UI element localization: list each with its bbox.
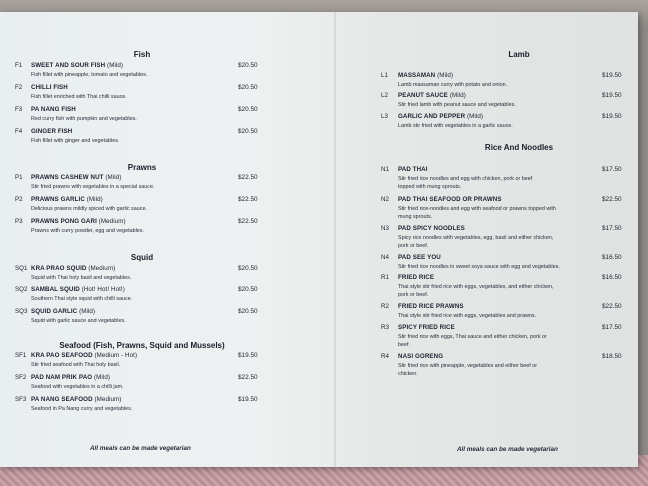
item-spice-level: (Mild) bbox=[466, 113, 484, 120]
item-price: $22.50 bbox=[238, 218, 258, 225]
item-price: $17.50 bbox=[602, 166, 622, 173]
section-title: Lamb bbox=[508, 50, 530, 59]
item-name: PRAWNS PONG GARI (Medium) bbox=[31, 218, 126, 225]
item-name: PAD THAI SEAFOOD OR PRAWNS bbox=[398, 196, 502, 203]
item-description: pork or beef. bbox=[398, 292, 429, 298]
item-description: Stir fried rice noodles and egg with chicken, pork or beef bbox=[398, 176, 533, 182]
item-name: MASSAMAN (Mild) bbox=[398, 72, 454, 79]
item-code: P1 bbox=[15, 174, 23, 181]
item-name: GARLIC AND PEPPER (Mild) bbox=[398, 113, 484, 120]
item-code: SF1 bbox=[15, 352, 27, 359]
item-name: SQUID GARLIC (Mild) bbox=[31, 308, 96, 315]
item-spice-level: (Medium - Hot) bbox=[94, 352, 138, 359]
item-price: $20.50 bbox=[238, 286, 258, 293]
item-name: PAD NAM PRIK PAO (Mild) bbox=[31, 374, 111, 381]
item-spice-level: (Hot! Hot! Hot!) bbox=[81, 286, 125, 293]
item-spice-level: (Mild) bbox=[107, 62, 124, 69]
item-description: Red curry fish with pumpkin and vegetables. bbox=[31, 116, 137, 122]
item-name: PEANUT SAUCE (Mild) bbox=[398, 92, 466, 99]
item-price: $17.50 bbox=[602, 225, 622, 232]
item-description: Squid with Thai holy basil and vegetables. bbox=[31, 275, 132, 281]
item-spice-level: (Medium) bbox=[94, 396, 122, 403]
item-code: F2 bbox=[15, 84, 23, 91]
left-footer-note: All meals can be made vegetarian bbox=[90, 445, 191, 452]
item-price: $20.50 bbox=[238, 308, 258, 315]
item-description: pork or beef. bbox=[398, 243, 429, 249]
item-name: FRIED RICE bbox=[398, 274, 435, 281]
item-price: $19.50 bbox=[602, 92, 622, 99]
item-name: SWEET AND SOUR FISH (Mild) bbox=[31, 62, 124, 69]
item-spice-level: (Mild) bbox=[449, 92, 466, 99]
item-code: N1 bbox=[381, 166, 389, 173]
item-description: Lamb massaman curry with potato and onion. bbox=[398, 82, 508, 88]
item-code: L1 bbox=[381, 72, 388, 79]
item-code: F1 bbox=[15, 62, 23, 69]
item-description: Stir fried prawns with vegetables in a special sauce. bbox=[31, 184, 155, 190]
item-price: $16.50 bbox=[602, 274, 622, 281]
item-price: $20.50 bbox=[238, 265, 258, 272]
item-description: mung sprouts. bbox=[398, 214, 433, 220]
item-description: Fish fillet with ginger and vegetables. bbox=[31, 138, 120, 144]
item-description: topped with mung sprouts. bbox=[398, 184, 462, 190]
item-price: $20.50 bbox=[238, 128, 258, 135]
item-name: PAD THAI bbox=[398, 166, 428, 173]
item-name: KRA PRAO SQUID (Medium) bbox=[31, 265, 116, 272]
item-name: PRAWNS GARLIC (Mild) bbox=[31, 196, 103, 203]
item-description: Squid with garlic sauce and vegetables. bbox=[31, 318, 126, 324]
item-name: KRA PAO SEAFOOD (Medium - Hot) bbox=[31, 352, 138, 359]
item-spice-level: (Mild) bbox=[86, 196, 103, 203]
item-spice-level: (Mild) bbox=[94, 374, 111, 381]
item-code: F3 bbox=[15, 106, 23, 113]
item-code: SF2 bbox=[15, 374, 27, 381]
item-name: SAMBAL SQUID (Hot! Hot! Hot!) bbox=[31, 286, 125, 293]
item-code: R3 bbox=[381, 324, 389, 331]
item-price: $20.50 bbox=[238, 62, 258, 69]
item-name: CHILLI FISH bbox=[31, 84, 68, 91]
item-price: $20.50 bbox=[238, 106, 258, 113]
item-price: $17.50 bbox=[602, 324, 622, 331]
item-price: $22.50 bbox=[238, 174, 258, 181]
item-name: GINGER FISH bbox=[31, 128, 73, 135]
item-code: F4 bbox=[15, 128, 23, 135]
item-description: chicken. bbox=[398, 371, 418, 377]
item-price: $19.50 bbox=[602, 72, 622, 79]
item-code: R4 bbox=[381, 353, 389, 360]
item-code: SF3 bbox=[15, 396, 27, 403]
item-code: N2 bbox=[381, 196, 389, 203]
item-code: L3 bbox=[381, 113, 388, 120]
item-name: FRIED RICE PRAWNS bbox=[398, 303, 464, 310]
section-title: Rice And Noodles bbox=[484, 143, 554, 152]
item-code: SQ1 bbox=[15, 265, 28, 272]
item-description: Thai style stir fried rice with eggs, vegetables and prawns. bbox=[398, 313, 537, 319]
item-code: SQ2 bbox=[15, 286, 28, 293]
item-description: Stir fried rice with pineapple, vegetables and either beef or bbox=[398, 363, 538, 369]
item-name: PRAWNS CASHEW NUT (Mild) bbox=[31, 174, 122, 181]
item-description: Fish fillet enriched with Thai chilli sauce. bbox=[31, 94, 127, 100]
item-description: Seafood with vegetables in a chilli jam. bbox=[31, 384, 124, 390]
item-description: Delicious prawns mildly spiced with garlic sauce. bbox=[31, 206, 147, 212]
item-name: NASI GORENG bbox=[398, 353, 444, 360]
item-price: $22.50 bbox=[602, 303, 622, 310]
item-price: $19.50 bbox=[238, 352, 258, 359]
section-title: Squid bbox=[130, 253, 154, 262]
item-price: $22.50 bbox=[238, 374, 258, 381]
right-footer-note: All meals can be made vegetarian bbox=[457, 446, 558, 453]
item-spice-level: (Mild) bbox=[79, 308, 96, 315]
item-price: $19.50 bbox=[238, 396, 258, 403]
item-description: Thai style stir fried rice with eggs, vegetables, and either chicken, bbox=[398, 284, 554, 290]
item-name: PA NANG FISH bbox=[31, 106, 76, 113]
item-description: Stir fried rice-noodles and egg with seafood or prawns topped with bbox=[398, 206, 556, 212]
item-code: R2 bbox=[381, 303, 389, 310]
item-price: $22.50 bbox=[238, 196, 258, 203]
item-code: SQ3 bbox=[15, 308, 28, 315]
item-price: $19.50 bbox=[602, 113, 622, 120]
item-code: P2 bbox=[15, 196, 23, 203]
item-description: beef. bbox=[398, 342, 410, 348]
item-name: PAD SEE YOU bbox=[398, 254, 441, 261]
item-description: Prawns with curry powder, egg and vegetables. bbox=[31, 228, 144, 234]
item-description: Lamb stir fried with vegetables in a garlic sauce. bbox=[398, 123, 513, 129]
item-spice-level: (Medium) bbox=[98, 218, 126, 225]
item-code: L2 bbox=[381, 92, 388, 99]
item-spice-level: (Medium) bbox=[88, 265, 116, 272]
item-price: $16.50 bbox=[602, 254, 622, 261]
item-name: PAD SPICY NOODLES bbox=[398, 225, 465, 232]
item-price: $22.50 bbox=[602, 196, 622, 203]
item-description: Stir fried lamb with peanut sauce and vegetables. bbox=[398, 102, 516, 108]
item-description: Fish fillet with pineapple, tomato and vegetables. bbox=[31, 72, 148, 78]
item-code: P3 bbox=[15, 218, 23, 225]
item-description: Stir fried rice noodles in sweet soya sauce with egg and vegetables. bbox=[398, 264, 560, 270]
item-description: Stir fried rice with eggs, Thai sauce and either chicken, pork or bbox=[398, 334, 547, 340]
item-spice-level: (Mild) bbox=[437, 72, 454, 79]
item-price: $20.50 bbox=[238, 84, 258, 91]
item-spice-level: (Mild) bbox=[105, 174, 122, 181]
item-price: $18.50 bbox=[602, 353, 622, 360]
section-title: Seafood (Fish, Prawns, Squid and Mussels) bbox=[59, 341, 225, 350]
item-description: Spicy rice noodles with vegetables, egg, basil and either chicken, bbox=[398, 235, 554, 241]
page-fold bbox=[334, 12, 336, 467]
section-title: Fish bbox=[133, 50, 151, 59]
item-name: SPICY FRIED RICE bbox=[398, 324, 455, 331]
item-name: PA NANG SEAFOOD (Medium) bbox=[31, 396, 122, 403]
item-description: Stir fried seafood with Thai holy basil. bbox=[31, 362, 121, 368]
item-code: R1 bbox=[381, 274, 389, 281]
item-code: N4 bbox=[381, 254, 389, 261]
item-code: N3 bbox=[381, 225, 389, 232]
item-description: Seafood in Pa Nang curry and vegetables. bbox=[31, 406, 133, 412]
section-title: Prawns bbox=[127, 163, 157, 172]
item-description: Southern Thai style squid with chilli sauce. bbox=[31, 296, 133, 302]
